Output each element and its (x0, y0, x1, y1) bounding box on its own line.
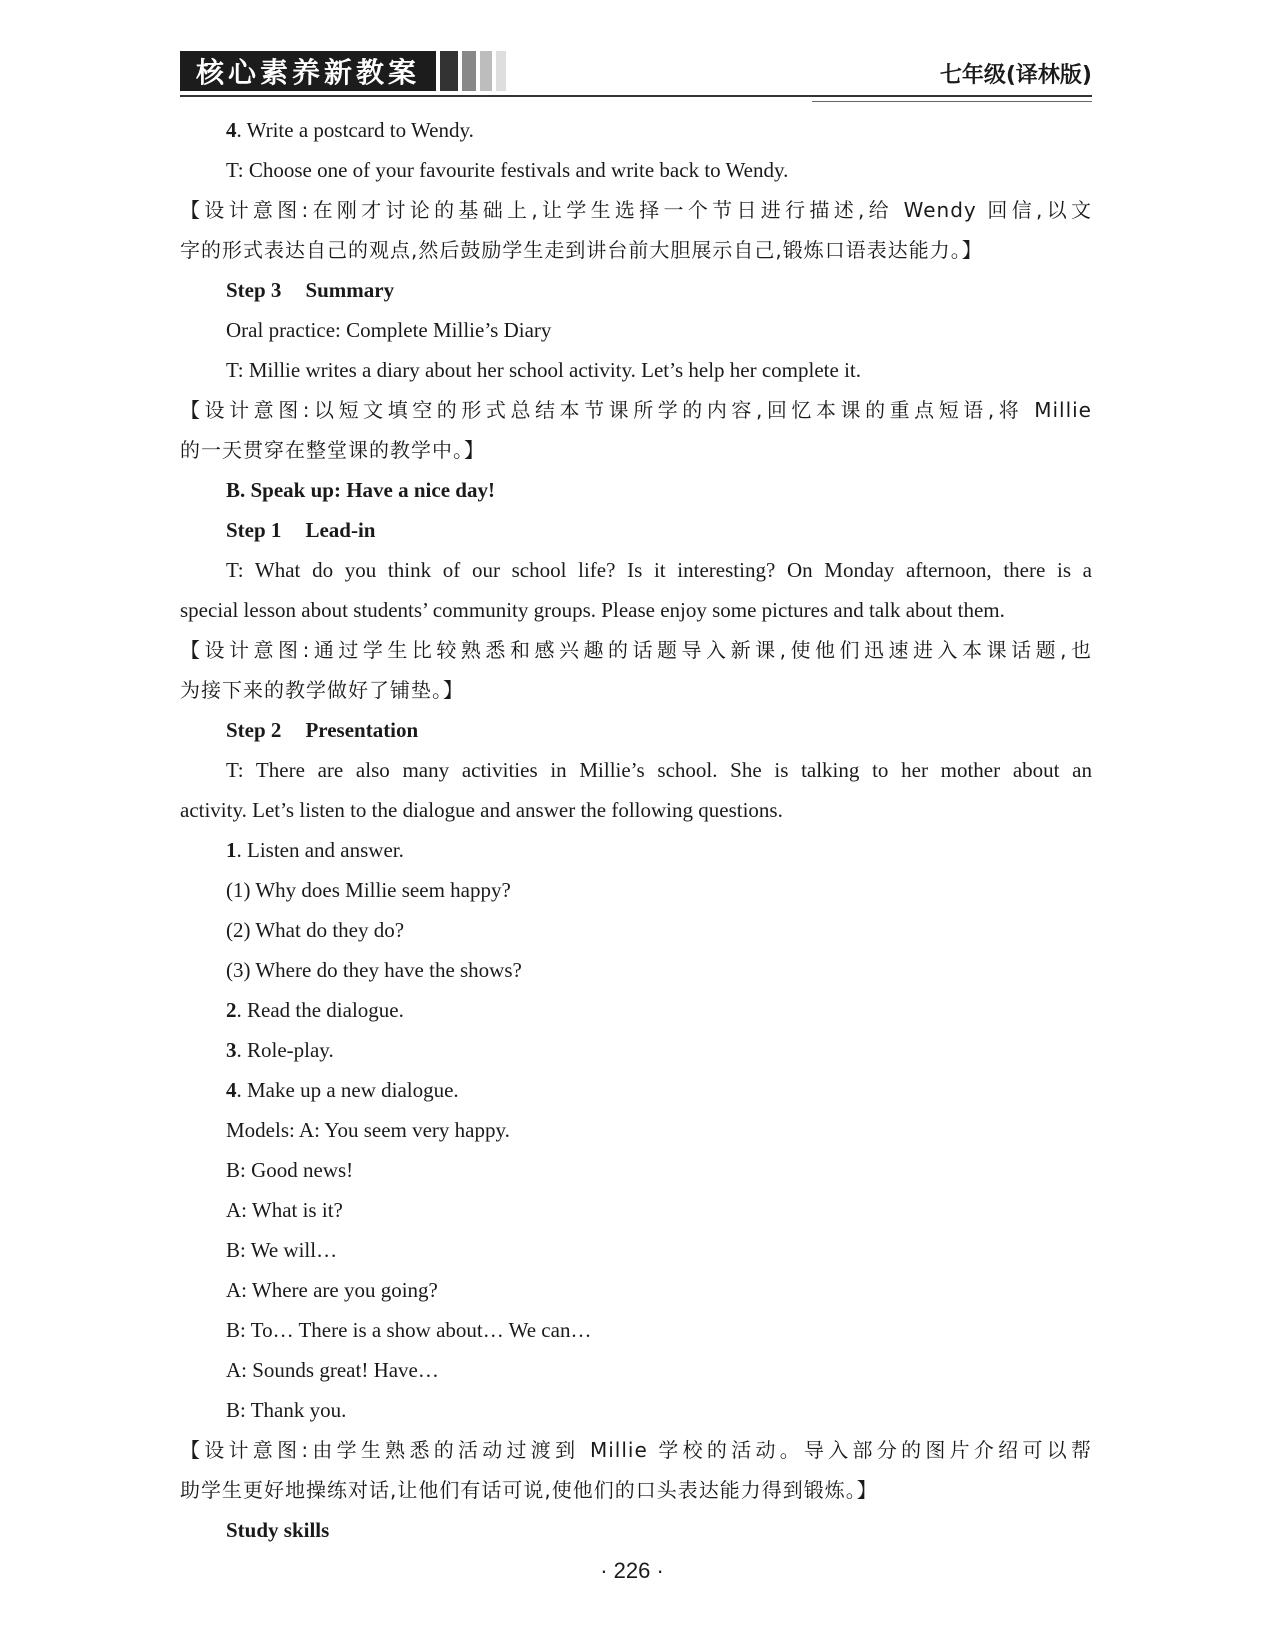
task-write-postcard (180, 110, 1092, 150)
design-intent-note-cont: 为接下来的教学做好了铺垫。】 (180, 678, 464, 702)
task-read (180, 990, 1092, 1030)
teacher-line: T: Millie writes a diary about her school activity. Let’s help her complete it. (226, 358, 861, 382)
task-roleplay (180, 1030, 1092, 1070)
teacher-line: T: Choose one of your favourite festivals and write back to Wendy. (226, 158, 789, 182)
teacher-line: T: There are also many activities in Millie’s school. She is talking to her mother about an (226, 758, 1092, 782)
item-text: . Write a postcard to Wendy. (236, 118, 474, 142)
dialogue-line: A: Sounds great! Have… (226, 1358, 439, 1382)
step-title: Presentation (305, 718, 419, 742)
item-text: . Read the dialogue. (236, 998, 404, 1022)
step-title: Lead-in (305, 518, 376, 542)
item-text: . Role-play. (236, 1038, 334, 1062)
page-header (0, 0, 1264, 110)
design-intent-note: 【设计意图:在刚才讨论的基础上,让学生选择一个节日进行描述,给 Wendy 回信,以文 (180, 198, 1092, 222)
design-intent-note: 【设计意图:以短文填空的形式总结本节课所学的内容,回忆本课的重点短语,将 Millie (180, 398, 1092, 422)
grade-label: 七年级(译林版) (939, 63, 1092, 88)
dialogue-line: A: What is it? (226, 1198, 343, 1222)
dialogue-line: Models: A: You seem very happy. (226, 1118, 510, 1142)
item-text: . Listen and answer. (236, 838, 404, 862)
header-stripe-4 (496, 51, 506, 91)
header-rule (180, 95, 1092, 97)
step-heading (180, 270, 1092, 310)
teacher-line-cont: activity. Let’s listen to the dialogue and answer the following questions. (180, 798, 783, 822)
page-number: · 226 · (600, 1558, 664, 1583)
teacher-line-cont: special lesson about students’ community groups. Please enjoy some pictures and talk about them. (180, 598, 1005, 622)
question-item: (2) What do they do? (226, 918, 405, 942)
item-number: 2 (226, 998, 237, 1022)
design-intent-note-cont: 助学生更好地操练对话,让他们有话可说,使他们的口头表达能力得到锻炼。】 (180, 1478, 878, 1502)
oral-practice-line: Oral practice: Complete Millie’s Diary (226, 318, 552, 342)
dialogue-line: A: Where are you going? (226, 1278, 438, 1302)
section-heading: B. Speak up: Have a nice day! (226, 478, 495, 502)
dialogue-line: B: We will… (226, 1238, 338, 1262)
step-number: Step 2 (226, 718, 282, 742)
item-number: 4 (226, 1078, 237, 1102)
design-intent-note-cont: 字的形式表达自己的观点,然后鼓励学生走到讲台前大胆展示自己,锻炼口语表达能力。】 (180, 238, 983, 262)
design-intent-note: 【设计意图:由学生熟悉的活动过渡到 Millie 学校的活动。导入部分的图片介绍可以帮 (180, 1438, 1092, 1462)
item-text: . Make up a new dialogue. (236, 1078, 459, 1102)
page-body (180, 110, 1092, 1550)
header-stripe-1 (440, 51, 458, 91)
item-number: 1 (226, 838, 237, 862)
step-number: Step 1 (226, 518, 282, 542)
section-heading-study-skills: Study skills (226, 1518, 330, 1542)
item-number: 4 (226, 118, 237, 142)
design-intent-note: 【设计意图:通过学生比较熟悉和感兴趣的话题导入新课,使他们迅速进入本课话题,也 (180, 638, 1092, 662)
header-stripe-3 (480, 51, 492, 91)
task-make-dialogue (180, 1070, 1092, 1110)
header-subrule (812, 101, 1092, 102)
book-title-banner: 核心素养新教案 (180, 51, 436, 91)
teacher-line: T: What do you think of our school life? Is it interesting? On Monday afternoon, there is a (226, 558, 1092, 582)
step-heading (180, 710, 1092, 750)
step-number: Step 3 (226, 278, 282, 302)
dialogue-line: B: Good news! (226, 1158, 354, 1182)
item-number: 3 (226, 1038, 237, 1062)
header-stripe-2 (462, 51, 476, 91)
step-title: Summary (305, 278, 395, 302)
task-listen (180, 830, 1092, 870)
question-item: (3) Where do they have the shows? (226, 958, 522, 982)
step-heading (180, 510, 1092, 550)
dialogue-line: B: To… There is a show about… We can… (226, 1318, 592, 1342)
dialogue-line: B: Thank you. (226, 1398, 347, 1422)
design-intent-note-cont: 的一天贯穿在整堂课的教学中。】 (180, 438, 485, 462)
question-item: (1) Why does Millie seem happy? (226, 878, 511, 902)
